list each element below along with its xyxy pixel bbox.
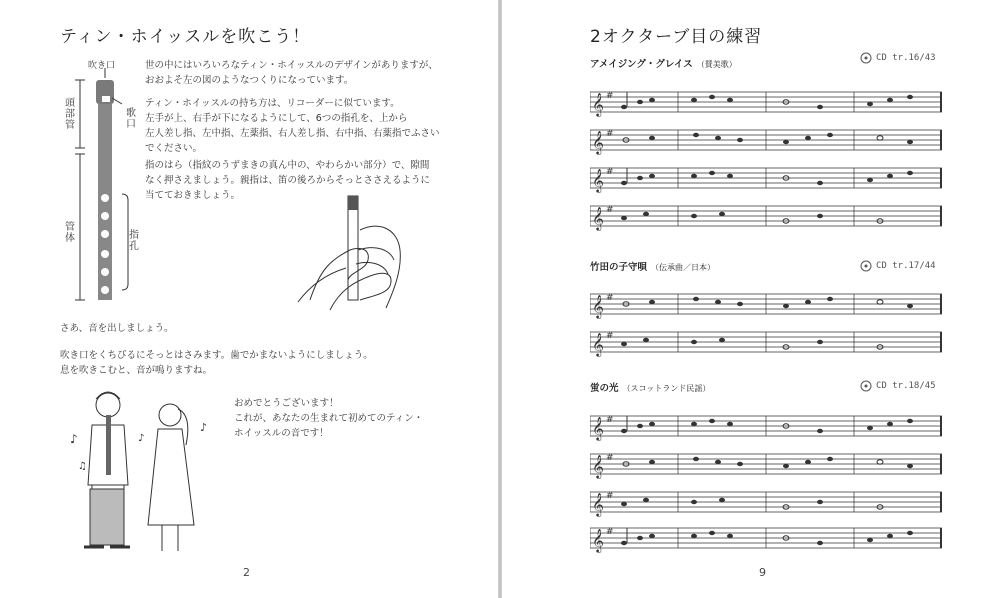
- left-page-number: 2: [243, 566, 250, 579]
- right-page-title: 2オクターブ目の練習: [590, 27, 763, 47]
- players-illustration: [66, 385, 216, 565]
- paragraph-start: さあ、音を出しましょう。: [60, 323, 174, 334]
- svg-text:♫: ♫: [78, 461, 87, 472]
- svg-text:♪: ♪: [70, 432, 78, 446]
- song-title-takeda: 竹田の子守唄 （伝承曲／日本）: [590, 262, 716, 273]
- staff-amazing-grace-2: [590, 122, 942, 156]
- cd-track-16: CD tr.16/43: [860, 52, 936, 64]
- staff-amazing-grace-4: [590, 198, 942, 232]
- song-title-amazing-grace: アメイジング・グレイス （賛美歌）: [590, 59, 737, 70]
- right-page: [502, 0, 1000, 598]
- svg-text:♪: ♪: [200, 421, 208, 434]
- song-title-hotaru: 蛍の光 （スコットランド民謡）: [590, 383, 711, 394]
- staff-hotaru-3: [590, 484, 942, 518]
- label-body: 管体: [65, 222, 75, 244]
- left-page: [0, 0, 498, 598]
- cd-icon: [860, 380, 872, 392]
- paragraph-fingers: 指のはら（指紋のうずまきの真ん中の、やわらかい部分）で、隙間 なく押さえましょう。親指は、笛の後ろからそっとささえるように 当てておきましょう。: [145, 160, 431, 201]
- label-windway: 歌口: [126, 108, 136, 130]
- staff-takeda-2: [590, 324, 942, 358]
- staff-hotaru-1: [590, 408, 942, 442]
- label-head-joint: 頭部管: [65, 98, 75, 131]
- cd-icon: [860, 260, 872, 272]
- staff-amazing-grace-3: [590, 160, 942, 194]
- staff-takeda-1: [590, 286, 942, 320]
- right-page-number: 9: [759, 566, 766, 579]
- label-mouthpiece: 吹き口: [88, 61, 116, 71]
- staff-hotaru-4: [590, 520, 942, 554]
- label-finger-holes: 指孔: [129, 230, 139, 252]
- cd-icon: [860, 52, 872, 64]
- hands-illustration: [290, 190, 420, 320]
- paragraph-intro: 世の中にはいろいろなティン・ホイッスルのデザインがありますが、 おおよそ左の図のようなつくりになっています。: [145, 60, 438, 86]
- paragraph-congrats: おめでとうございます！ これが、あなたの生まれて初めてのティン・ ホイッスルの音です！: [234, 398, 424, 439]
- paragraph-blow: 吹き口をくちびるにそっとはさみます。歯でかまないようにしましょう。 息を吹きこむと、音が鳴りますね。: [60, 350, 373, 376]
- staff-amazing-grace-1: [590, 84, 942, 118]
- svg-text:♪: ♪: [138, 433, 145, 444]
- left-page-title: ティン・ホイッスルを吹こう！: [60, 27, 311, 47]
- cd-track-18: CD tr.18/45: [860, 380, 936, 392]
- paragraph-holding: ティン・ホイッスルの持ち方は、リコーダーに似ています。 左手が上、右手が下になるようにして、6つの指孔を、上から 左人差し指、左中指、左薬指、右人差し指、右中指、右薬指でふさい でください。: [145, 98, 440, 154]
- cd-track-17: CD tr.17/44: [860, 260, 936, 272]
- staff-hotaru-2: [590, 446, 942, 480]
